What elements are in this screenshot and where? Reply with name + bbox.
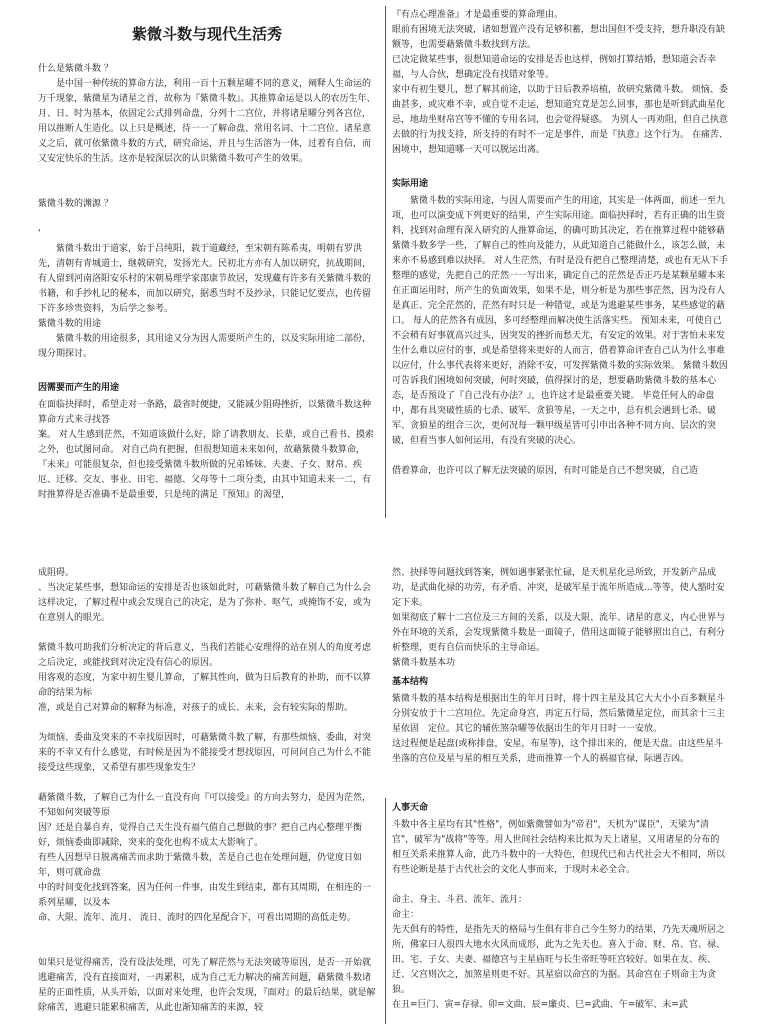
paragraph: 因？还是自暴自弃，觉得自己天生没有福气值自己想做的事？把自己内心整理平衡好，烦恼委曲即减除，突来的变化也构不成太大影响了。: [38, 823, 363, 848]
paragraph: 这过程便是起盘(或称排盘，安星，布星等)，这个排出来的，便是天盘。由这些星斗坐落的宫位及星与星的相互关系，进而推算一个人的祸福官禄，际遇吉凶。: [392, 739, 724, 764]
page1-left-column: [38, 24, 376, 512]
column-divider-top: [385, 6, 386, 518]
paragraph: 如果只是觉得痛苦，没有设法处理，可先了解茫然与无法突破等原因，是否一开始就逃避痛苦，没有直接面对，一再累积，成为自己无力解决的痛苦问题，藉紫微斗数诸星的正面性质，从头开始，以面对来处理，也许会发现，『面对』的最后结果，就是解除痛苦，逃避只能累积痛苦，从此也渐知痛苦的来源，较: [38, 958, 376, 1013]
paragraph: 藉紫微斗数，了解自己为什么一直没有向『可以接受』的方向去努力，是因为茫然，不知如何突破等原: [38, 793, 372, 818]
section-heading: 基本结构: [392, 677, 429, 687]
paragraph: 先天俱有的特性，是指先天的格局与生俱有非自己今生努力的结果，乃先天魂所居之所，佛家曰人很四大地水火风而成形，此为之先天也。喜入于命、财、帛、官、禄、田、宅、子女、夫妻、福德宫与主星庙旺与长生帝旺等旺宫较好。如果在友、疾、迁、父宫则次之，加煞星则更不好。其星宿以命宫的为据。其命宫在子则命主为贪狼。: [392, 925, 726, 995]
page2-right-column: [392, 566, 728, 1024]
paragraph: 中的时间变化找到答案，因为任何一件事，由发生到结束，都有其周期，在相连的一系列星曜，以及本: [38, 883, 372, 908]
paragraph: 命、大限、流年、流月、 流日、流时的四化星配合下，可看出周期的高低走势。: [38, 913, 356, 923]
paragraph: 斗数中各主星均有其"性格"，例如紫微譬如为"帝君"，天机为"谋臣"，天梁为"清官"，破军为"战将"等等。用人世间社会结构来比拟为天上诸星，又用诸星的分布的相互关系来推算人命，此乃斗数中的一大特色，但现代已和古代社会大不相同，所以有些论断是基于古代社会的文化人事而来，于现时未必全合。: [392, 820, 726, 875]
section-label: 紫微斗数的用途: [38, 319, 102, 329]
paragraph: 命主、身主、斗君、流年、流月：: [392, 895, 528, 905]
paragraph: 准，或是自己对算命的解释为标准，对孩子的成长、未来，会有较实际的帮助。: [38, 703, 354, 713]
section-label: 紫微斗数基本功: [392, 658, 456, 668]
section-heading: 因需要而产生的用途: [38, 383, 120, 393]
paragraph: 紫微斗数可助我们分析决定的背后意义，当我们若能心安理得的站在别人的角度考虑之后决定，或能找到对决定没有信心的原因。: [38, 643, 372, 668]
section-heading: 实际用途: [392, 179, 429, 189]
paragraph: 命主：: [392, 910, 420, 920]
paragraph: 为烦恼、委曲及突来的不幸找原因时，可藉紫微斗数了解，有那些烦恼、委曲，对突来的不幸又有什么感觉，有时候是因为不能接受才想找原因，可问问自己为什么不能接受这些现象，又希望有那些现象发生？: [38, 733, 372, 773]
document-title: 紫微斗数与现代生活秀: [131, 25, 282, 43]
paragraph: 案。 对人生感到茫然，不知道该做什么好，除了请教朋友、长辈，或自己看书、摸索之外，也试图问命。 对自己尚有把握，但很想知道未来如何，故藉紫微斗数算命，『未来』可能很复杂，但也接受紫微斗数所做的兄弟姊妹、夫妻、子女、财帛、疾厄、迁移、交友、事业、田宅、福德、父母等十二项分类，由其中知道未来一二，有时推算得是否准确不是最重要，只是纯的满足『预知』的渴望，: [38, 430, 374, 500]
paragraph: 然、抉择等问题找到答案，例如遇事紧张忙碌，是天机星化忌所致，开发新产品成功，是武曲化禄的功劳，有矛盾、冲突，是破军星于流年所造成...等等，使人豁时安定下来。: [392, 568, 725, 608]
paragraph: 成阻碍。: [38, 568, 75, 578]
paragraph: 家中有初生婴儿，想了解其前途，以助于日后教养培植，故研究紫微斗数。 烦恼、委曲甚多，或灾难不幸，或自觉不走运，想知道究竟是怎么回事，那也是听到武曲星化忌，地劫坐财帛宫等不懂的专用名词，也会觉得疑惑。 为别人一再劝阻，但自己执意去做的行为找支持，所支持的有时不一定是事件，而是『执意』这个行为。 在痛苦、困境中，想知道哪一天可以脱运出离。: [392, 85, 728, 155]
question-origin: 紫微斗数的渊源 ？: [38, 199, 113, 209]
paragraph: 用客观的态度，为家中初生婴儿算命，了解其性向，做为日后教育的补助，而不以算命的结果为标: [38, 673, 372, 698]
stray-mark: ': [38, 229, 41, 239]
paragraph: 是中国一种传统的算命方法，利用一百十五颗星曜不同的意义，阐释人生命运的万千现象，紫微星为诸星之首，故称为『紫微斗数』。其推算命运是以人的农历生年、月、日、时为基本，依固定公式排列命盘，分列十二宫位，并将诸星曜分列各宫位，用以推断人生造化。以上只是概述，待一一了解命盘、常用名词、十二宫位、诸星意义之后，就可依紫微斗数的方式，研究命运，并且与生活溶为一体，过着有自信，而又安定快乐的生活。这亦是较深层次的认识紫微斗数可产生的效果。: [38, 79, 376, 164]
paragraph: 紫微斗数的基本结构是根据出生的年月日时，将十四主星及其它大大小小百多颗星斗分别安放于十二宫垣位。先定命身宫，再定五行局，然后紫微星定位，而其余十三主星依固 定位。其它的辅佐煞杂曜等依据出生的年月日时一一安放。: [392, 694, 726, 734]
question-what-is: 什么是紫微斗数 ？: [38, 64, 113, 74]
paragraph: 如果彻底了解十二宫位及三方间的关系，以及大限、流年、诸星的意义，内心世界与外在环境的关系，会发现紫微斗数是一面镜子，借用这面镜子能够照出自己，有利分析整理，更有自信而快乐的主导命运。: [392, 613, 726, 653]
paragraph: 已决定做某些事，很想知道命运的安排是否也这样，例如打算结婚，想知道会否幸福，与人合伙，想确定没有找错对象等。: [392, 55, 717, 80]
paragraph: 、当决定某些事，想知命运的安排是否也该如此时，可藉紫微斗数了解自己为什么会这样决定，了解过程中或会发现自己的决定，是为了弥补、呕气，或掩饰不安，或为在意别人的眼光。: [38, 583, 372, 623]
section-heading: 人事天命: [392, 803, 429, 813]
paragraph: 在丑=巨门、寅=存禄、卯=文曲、辰=廉贞、巳=武曲、午=破军、未=武: [392, 1000, 688, 1010]
paragraph: 紫微斗数的用途很多，其用途又分为因人需要所产生的，以及实际用途二部份，现分期探讨。: [38, 334, 372, 359]
paragraph: 在面临抉择时，希望走对一条路，最省时便捷，又能减少阻碍挫折，以紫微斗数这种算命方式来寻找答: [38, 400, 372, 425]
paragraph: 眼前有困境无法突破，诸如想置产没有足够积蓄，想出国但不受支持，想升职没有缺额等，也需要藉紫微斗数找到方法。: [392, 25, 726, 50]
paragraph: 紫微斗数的实际用途，与因人需要而产生的用途，其实是一体两面，前述一至九项，也可以演变成下列更好的结果，产生实际用途。面临抉择时，若有正确的出生资料，找到对命理有深入研究的人推算命运，的确可助其决定，若在推算过程中能够藉紫微斗数多学一些，了解自己的性向及能力，从此知道自己能做什么，该怎么做，未来亦不易感到难以抉择。 对人生茫然，有时是没有把自己整理清楚，或也有无从下手整理的感觉，先把自己的茫然一一写出来，确定自己的茫然是否正巧是某颗星曜本来在正面运用时，所产生的负面效果，如果不是，则分析是为那些事茫然，因为没有人是真正、完全茫然的，茫然有时只是一种错觉，或是为逃避某些事务，某些感觉的藉口。 每人的茫然各有成因，多可经整理而解决使生活落实些。 预知未来，可使自己不会稍有好事就高兴过头，因突发的挫折而愁天尤，有安定的效果。对于害怕未来发生什么难以应付的事，或是希望将来更好的人而言，借着算命评查自己认为什么事难以应付，什么事代表将来更好，消除不安，可发挥紫微斗数的实际效果。 紫微斗数因可告诉我们困境如何突破，何时突破，值得探讨的是，想要藉助紫微斗数的基本心态，是否预设了『自己没有办法？』，也许这才是最重要关键。 毕竟任何人的命盘中，都有具突破性质的七杀、破军、贪狼等星，一天之中，总有机会遇到七杀、破军、贪狼星的组合三次，更何况每一颗甲级星皆可引申出各种不同方向、层次的突破，但看当事人如何运用，有没有突破的决心。: [392, 196, 728, 446]
page2-left-column: [38, 566, 376, 1024]
paragraph: 借着算命，也许可以了解无法突破的原因，有时可能是自己不想突破，自己造: [392, 466, 699, 476]
paragraph: 『有点心理准备』才是最重要的算命理由。: [392, 10, 564, 20]
paragraph: 紫微斗数出于道家，始于吕纯阳，载于道藏经，至宋朝有陈希夷，明朝有罗洪先，清朝有青城道士，继戟研究，发扬光大。民初北方亦有人加以研究，抗战期间，有人留到河南洛阳安乐村的宋朝易理学家邵康节故居，发现藏有许多有关紫微斗数的书籍，和手抄札记的秘本，而加以研究，据悉当时不及抄录，只能记忆要点，也传留下许多珍贵资料，为后学之参考。: [38, 244, 372, 314]
column-divider-bottom: [385, 798, 386, 1024]
paragraph: 有些人因想早日脱离痛苦而求助于紫微斗数，苦是自己也在处理问题，仍觉度日如年，则可就命盘: [38, 853, 363, 878]
page1-right-column: [392, 8, 728, 512]
